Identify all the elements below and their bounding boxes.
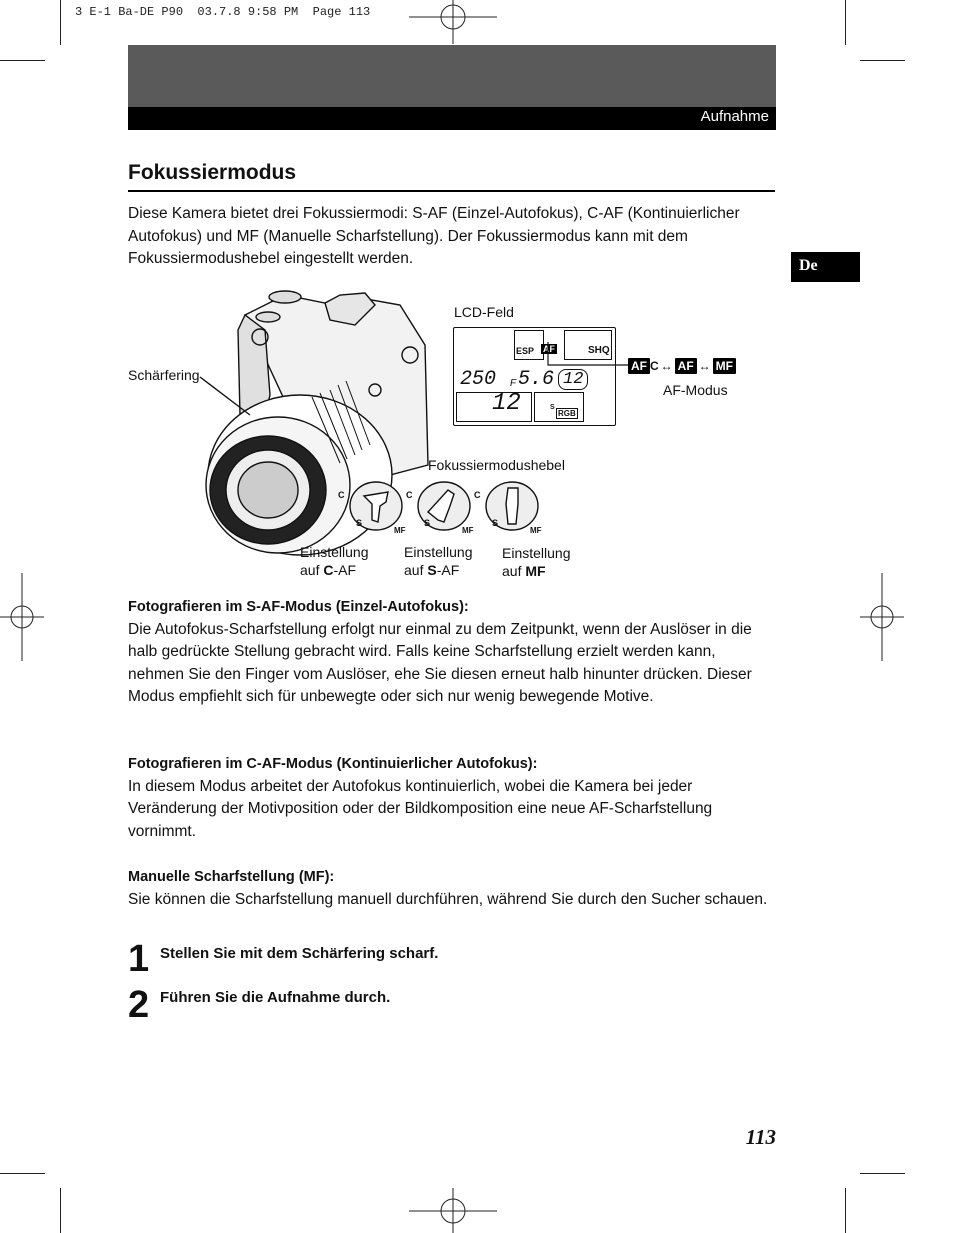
setting-mode: MF [525, 563, 546, 579]
section-mf [128, 866, 768, 911]
setting-mode: S [427, 562, 437, 578]
setting-prefix: auf [502, 563, 526, 579]
af-badge-c: AF [628, 358, 650, 374]
setting-caption-mf [502, 544, 571, 580]
lever-mark-mf: MF [530, 526, 542, 535]
print-header: 3 E-1 Ba-DE P90 03.7.8 9:58 PM Page 113 [75, 5, 371, 19]
af-badge-s: AF [675, 358, 697, 374]
lcd-aperture-f: F [510, 378, 517, 389]
focus-ring-label: Schärfering [128, 367, 200, 383]
section-heading: Fotografieren im C-AF-Modus (Kontinuierlicher Autofokus): [128, 756, 538, 772]
lever-mark-c: C [338, 490, 345, 500]
section-body: In diesem Modus arbeitet der Autofokus kontinuierlich, wobei die Kamera bei jeder Veränderung der Motivposition oder der Bildkomposition eine neue AF-Scharfstellung vornimmt. [128, 777, 713, 840]
step-number: 1 [128, 938, 150, 980]
language-tab-label: De [799, 257, 818, 274]
lever-mark-c: C [474, 490, 481, 500]
setting-line1: Einstellung [404, 544, 473, 560]
af-mode-label: AF-Modus [663, 382, 728, 398]
setting-suffix: -AF [333, 562, 357, 578]
lever-label: Fokussiermodushebel [428, 457, 565, 473]
af-mode-c: C [650, 358, 659, 373]
lcd-shq: SHQ [588, 345, 610, 356]
lcd-aperture: 5.6 [518, 368, 555, 391]
lcd-af-badge: AF [543, 344, 555, 354]
lcd-rgb-s: S [550, 404, 555, 411]
language-tab [791, 252, 860, 282]
lcd-label: LCD-Feld [454, 304, 514, 320]
setting-mode: C [323, 562, 334, 578]
lever-mark-mf: MF [462, 526, 474, 535]
header-band [128, 45, 776, 107]
lever-mark-s: S [424, 518, 431, 528]
step-number: 2 [128, 984, 150, 1026]
header-strip [128, 107, 776, 130]
section-s-af [128, 596, 768, 709]
intro-paragraph: Diese Kamera bietet drei Fokussiermodi: S-AF (Einzel-Autofokus), C-AF (Kontinuierlicher Autofokus) und MF (Manuelle Scharfstellung). Der Fokussiermodus kann mit dem Fokussiermodushebel eingestellt werden. [128, 205, 740, 267]
mf-badge: MF [713, 358, 736, 374]
section-body: Die Autofokus-Scharfstellung erfolgt nur einmal zu dem Zeitpunkt, wenn der Auslöser in die halb gedrückte Stellung gebracht wird. Falls keine Scharfstellung erzielt werden kann, nehmen Sie den Finger vom Auslöser, ehe Sie diesen erneut halb hinunter drücken. Dieser Modus empfiehlt sich für unbewegte oder sich nur wenig bewegende Motive. [128, 620, 752, 705]
step-text: Führen Sie die Aufnahme durch. [160, 989, 391, 1006]
lcd-esp: ESP [516, 346, 535, 356]
setting-caption-s [404, 543, 473, 579]
step-text: Stellen Sie mit dem Schärfering scharf. [160, 945, 439, 962]
page-title: Fokussiermodus [128, 161, 297, 184]
lcd-frames: 12 [558, 369, 588, 390]
setting-caption-c [300, 543, 369, 579]
double-arrow-icon: ↔ [660, 358, 673, 373]
setting-suffix: -AF [436, 562, 460, 578]
setting-prefix: auf [404, 562, 428, 578]
setting-line1: Einstellung [300, 544, 369, 560]
section-body: Sie können die Scharfstellung manuell durchführen, während Sie durch den Sucher schauen. [128, 890, 768, 908]
af-mode-sequence [628, 357, 736, 374]
page-number: 113 [745, 1125, 776, 1149]
lcd-frames-large: 12 [492, 390, 521, 417]
section-label: Aufnahme [700, 108, 769, 125]
lcd-rgb: RGB [558, 409, 576, 418]
lcd-shutter: 250 [460, 368, 497, 391]
lever-mark-c: C [406, 490, 413, 500]
setting-line1: Einstellung [502, 545, 571, 561]
double-arrow-icon: ↔ [698, 358, 711, 373]
lever-mf [472, 478, 552, 538]
lever-mark-s: S [492, 518, 499, 528]
section-c-af [128, 753, 768, 843]
section-heading: Fotografieren im S-AF-Modus (Einzel-Autofokus): [128, 599, 469, 615]
section-heading: Manuelle Scharfstellung (MF): [128, 869, 335, 885]
title-rule [128, 190, 775, 192]
lever-mark-s: S [356, 518, 363, 528]
setting-prefix: auf [300, 562, 324, 578]
lever-mark-mf: MF [394, 526, 406, 535]
af-connector [540, 340, 640, 370]
